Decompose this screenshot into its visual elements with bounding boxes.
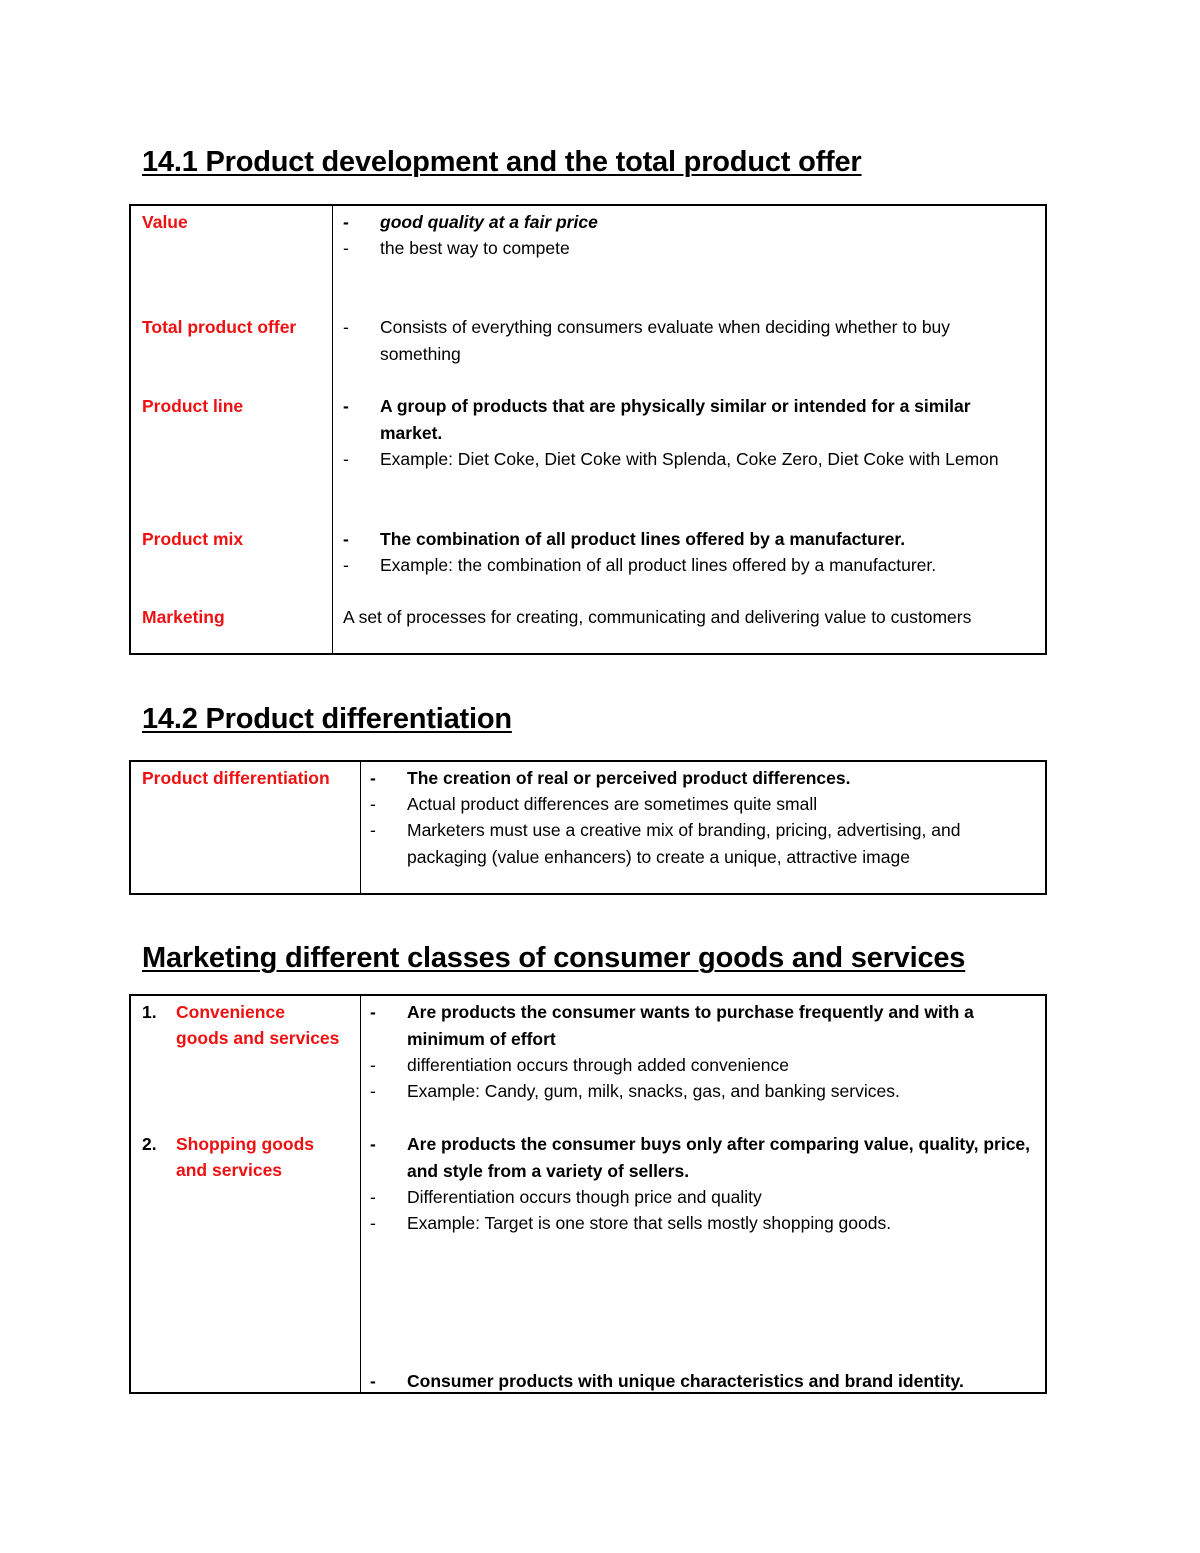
column-divider xyxy=(360,762,361,893)
term-shopping-goods: 2. Shopping goods and services xyxy=(142,1131,314,1183)
section-1-table xyxy=(129,204,1047,655)
list-item: - Marketers must use a creative mix of branding, pricing, advertising, and packaging (value enhancers) to create a unique, attractive image xyxy=(370,820,961,867)
term-product-line: Product line xyxy=(142,396,244,416)
list-item: - Are products the consumer wants to purchase frequently and with a minimum of effort xyxy=(370,1002,974,1049)
list-number: 2. xyxy=(142,1134,157,1154)
term-value: Value xyxy=(142,212,188,232)
term-product-differentiation: Product differentiation xyxy=(142,768,330,788)
list-item: - The combination of all product lines offered by a manufacturer. xyxy=(343,529,906,549)
term-product-mix: Product mix xyxy=(142,529,244,549)
list-item: - Are products the consumer buys only after comparing value, quality, price, and style from a variety of sellers. xyxy=(370,1134,1031,1181)
section-3-table xyxy=(129,994,1047,1394)
column-divider xyxy=(332,206,333,653)
section-2-table xyxy=(129,760,1047,895)
section-3-title: Marketing different classes of consumer goods and services xyxy=(142,942,966,974)
list-item: - Consumer products with unique characteristics and brand identity. xyxy=(370,1371,964,1391)
list-item: - The creation of real or perceived product differences. xyxy=(370,768,851,788)
definition-text: A set of processes for creating, communicating and delivering value to customers xyxy=(343,607,972,627)
list-item: - Actual product differences are sometimes quite small xyxy=(370,794,818,814)
list-item: - good quality at a fair price xyxy=(343,212,598,232)
list-item: - the best way to compete xyxy=(343,238,570,258)
list-item: - Example: Candy, gum, milk, snacks, gas, and banking services. xyxy=(370,1081,900,1101)
section-2-title: 14.2 Product differentiation xyxy=(142,703,512,735)
list-item: - Example: Target is one store that sells mostly shopping goods. xyxy=(370,1213,892,1233)
term-convenience-goods: 1. Convenience goods and services xyxy=(142,999,339,1051)
list-item: - Differentiation occurs though price and quality xyxy=(370,1187,762,1207)
section-1-title: 14.1 Product development and the total product offer xyxy=(142,146,862,178)
list-number: 1. xyxy=(142,1002,157,1022)
term-marketing: Marketing xyxy=(142,607,225,627)
list-item: - Example: the combination of all product lines offered by a manufacturer. xyxy=(343,555,937,575)
list-item: - A group of products that are physically similar or intended for a similar market. xyxy=(343,396,971,443)
term-total-product-offer: Total product offer xyxy=(142,317,297,337)
column-divider xyxy=(360,996,361,1392)
list-item: - differentiation occurs through added convenience xyxy=(370,1055,790,1075)
list-item: - Consists of everything consumers evaluate when deciding whether to buy something xyxy=(343,317,951,364)
list-item: - Example: Diet Coke, Diet Coke with Splenda, Coke Zero, Diet Coke with Lemon xyxy=(343,449,999,469)
